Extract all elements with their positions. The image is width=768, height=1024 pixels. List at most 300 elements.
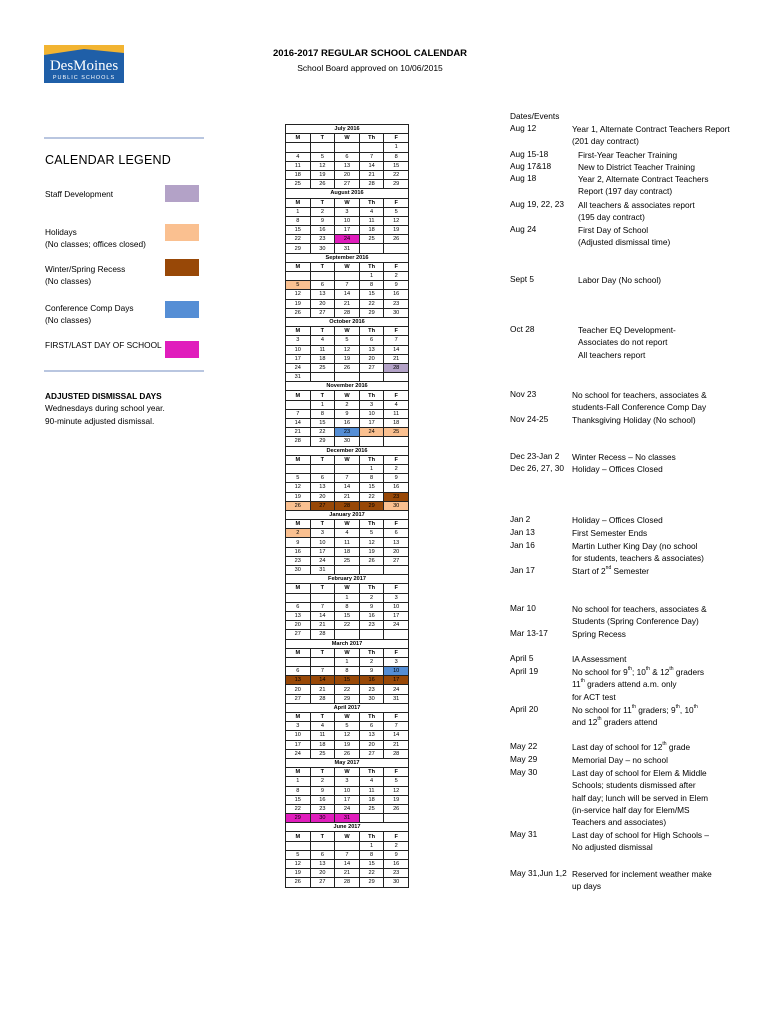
calendar-day: 25 [310,749,335,758]
calendar-day: 11 [310,345,335,354]
calendar-day: 16 [286,547,311,556]
calendar-day [384,244,409,253]
calendar-day: 27 [384,556,409,565]
event-date: Jan 17 [510,565,535,575]
event-description: Last day of school for 12th grade [572,741,691,752]
calendar-day: 1 [310,400,335,409]
calendar-day: 19 [359,547,384,556]
calendar-day [335,630,360,639]
month-header: March 2017 [286,639,409,648]
calendar-day: 6 [310,850,335,859]
calendar-day: 19 [286,492,311,501]
calendar-day: 29 [335,694,360,703]
calendar-day: 4 [335,529,360,538]
calendar-day: 18 [310,354,335,363]
event-description: Teacher EQ Development- Associates do not report All teachers report [578,325,676,360]
calendar-day: 28 [310,630,335,639]
calendar-day: 7 [384,722,409,731]
calendar-day: 7 [335,850,360,859]
calendar-day: 3 [335,207,360,216]
calendar-day: 3 [384,593,409,602]
calendar-day: 2 [286,529,311,538]
month-header: August 2016 [286,189,409,198]
calendar-day: 11 [384,409,409,418]
calendar-day: 3 [310,529,335,538]
calendar-day: 6 [359,336,384,345]
weekday-header: M [286,713,311,722]
weekday-header: W [335,648,360,657]
calendar-day: 27 [310,308,335,317]
event-date: May 31 [510,829,538,839]
event-date: Jan 16 [510,540,535,550]
calendar-day: 23 [310,804,335,813]
event-description: Spring Recess [572,629,626,639]
weekday-header: T [310,713,335,722]
calendar-day: 17 [335,226,360,235]
event-description: Year 1, Alternate Contract Teachers Report (201 day contract) [572,124,730,147]
calendar-day: 24 [384,685,409,694]
event-description: Holiday – Offices Closed [572,515,663,525]
calendar-day [359,244,384,253]
month-header: December 2016 [286,446,409,455]
legend-top-rule [44,137,204,139]
calendar-day: 8 [359,474,384,483]
calendar-day [286,657,311,666]
weekday-header: F [384,327,409,336]
calendar-day: 29 [359,308,384,317]
calendar-day: 10 [384,667,409,676]
calendar-day: 9 [286,538,311,547]
calendar-day: 27 [310,878,335,887]
calendar-day: 19 [335,354,360,363]
des-moines-logo [44,45,124,83]
legend-label-holidays: Holidays (No classes; offices closed) [45,227,146,249]
calendar-day: 15 [286,226,311,235]
event-description: IA Assessment [572,654,627,664]
calendar-day: 21 [286,428,311,437]
event-description: First-Year Teacher Training [578,150,678,160]
calendar-day: 13 [359,345,384,354]
calendar-day: 14 [384,731,409,740]
calendar-day [384,566,409,575]
calendar-day: 18 [384,419,409,428]
calendar-day: 19 [310,170,335,179]
calendar-day: 9 [384,474,409,483]
weekday-header: W [335,455,360,464]
calendar-day: 8 [310,409,335,418]
calendar-day: 5 [286,474,311,483]
calendar-day: 6 [310,281,335,290]
calendar-day: 15 [359,860,384,869]
calendar-day: 1 [286,207,311,216]
calendar-day: 19 [286,869,311,878]
month-header: September 2016 [286,253,409,262]
calendar-day: 30 [286,566,311,575]
weekday-header: T [310,391,335,400]
calendar-day: 20 [310,299,335,308]
weekday-header: Th [359,520,384,529]
calendar-day [310,272,335,281]
calendar-day: 26 [286,878,311,887]
calendar-day: 2 [335,400,360,409]
calendar-day: 2 [359,657,384,666]
calendar-day: 26 [335,749,360,758]
calendar-day: 20 [335,170,360,179]
calendar-day: 8 [335,667,360,676]
calendar-day: 23 [384,299,409,308]
calendar-day: 25 [335,556,360,565]
event-date: Sept 5 [510,274,534,284]
weekday-header: W [335,327,360,336]
calendar-day: 17 [286,354,311,363]
calendar-day: 16 [310,226,335,235]
legend-label-first-last-day: FIRST/LAST DAY OF SCHOOL [45,340,162,350]
calendar-day: 20 [310,492,335,501]
calendar-day: 25 [310,363,335,372]
calendar-day: 3 [286,336,311,345]
weekday-header: M [286,327,311,336]
calendar-day: 17 [310,547,335,556]
calendar-day: 27 [335,180,360,189]
event-date: Nov 24-25 [510,414,549,424]
calendar-day: 6 [359,722,384,731]
calendar-day [359,143,384,152]
calendar-day [335,566,360,575]
calendar-day: 24 [384,621,409,630]
calendar-day: 28 [335,308,360,317]
calendar-day: 2 [384,841,409,850]
weekday-header: M [286,768,311,777]
calendar-day: 2 [384,464,409,473]
adjusted-dismissal-title: ADJUSTED DISMISSAL DAYS [45,391,162,401]
logo-wordmark: DesMoines [49,58,119,74]
calendar-day [384,814,409,823]
event-date: May 29 [510,754,538,764]
calendar-day: 20 [359,740,384,749]
calendar-day: 17 [384,676,409,685]
weekday-header: Th [359,198,384,207]
month-header: April 2017 [286,703,409,712]
event-description: Memorial Day – no school [572,755,668,765]
calendar-day: 15 [359,483,384,492]
calendar-day: 9 [310,216,335,225]
calendar-day: 21 [310,621,335,630]
weekday-header: T [310,327,335,336]
calendar-day: 30 [384,878,409,887]
calendar-day: 2 [310,777,335,786]
calendar-day: 15 [286,795,311,804]
calendar-day: 21 [335,869,360,878]
weekday-header: T [310,832,335,841]
weekday-header: T [310,455,335,464]
calendar-day: 22 [359,492,384,501]
calendar-day: 4 [359,777,384,786]
weekday-header: M [286,832,311,841]
calendar-day: 22 [286,235,311,244]
weekday-header: Th [359,584,384,593]
calendar-day: 17 [359,419,384,428]
calendar-day: 10 [310,538,335,547]
calendar-day: 9 [359,602,384,611]
event-date: Mar 13-17 [510,628,548,638]
calendar-day: 22 [359,299,384,308]
calendar-day: 10 [335,216,360,225]
calendar-day: 8 [359,281,384,290]
weekday-header: W [335,198,360,207]
weekday-header: F [384,768,409,777]
event-description: Reserved for inclement weather make up days [572,869,712,892]
calendar-day: 19 [384,795,409,804]
calendar-day: 1 [384,143,409,152]
event-description: First Semester Ends [572,528,648,538]
calendar-day: 24 [335,235,360,244]
calendar-day: 31 [335,244,360,253]
calendar-day: 3 [384,657,409,666]
calendar-day: 14 [359,161,384,170]
calendar-day: 13 [286,676,311,685]
calendar-day: 29 [359,501,384,510]
calendar-day: 20 [359,354,384,363]
weekday-header: W [335,262,360,271]
event-description: Thanksgiving Holiday (No school) [572,415,696,425]
calendar-day: 1 [335,593,360,602]
legend-bottom-rule [44,370,204,372]
calendar-day: 25 [384,428,409,437]
weekday-header: Th [359,391,384,400]
calendar-day: 22 [335,621,360,630]
calendar-day: 22 [335,685,360,694]
calendar-day: 23 [286,556,311,565]
calendar-day: 12 [286,860,311,869]
event-date: April 5 [510,653,534,663]
legend-swatch-first-last-day [165,341,199,358]
weekday-header: Th [359,455,384,464]
legend-title: CALENDAR LEGEND [45,153,171,167]
calendar-day: 16 [359,611,384,620]
calendar-day: 14 [335,483,360,492]
calendar-day: 8 [286,216,311,225]
event-date: May 30 [510,767,538,777]
weekday-header: T [310,134,335,143]
calendar-day [359,437,384,446]
calendar-day: 20 [286,685,311,694]
calendar-day [359,566,384,575]
calendar-day: 7 [384,336,409,345]
calendar-day: 31 [384,694,409,703]
weekday-header: T [310,520,335,529]
event-description: First Day of School (Adjusted dismissal time) [578,225,671,248]
calendar-day: 26 [286,501,311,510]
calendar-day [310,373,335,382]
calendar-day: 25 [286,180,311,189]
calendar-day: 28 [384,363,409,372]
weekday-header: Th [359,832,384,841]
calendar-day: 23 [310,235,335,244]
calendar-day: 13 [310,483,335,492]
calendar-day: 9 [335,409,360,418]
calendar-day: 5 [359,529,384,538]
calendar-day: 5 [384,777,409,786]
calendar-day: 19 [384,226,409,235]
legend-label-staff-development: Staff Development [45,189,114,199]
calendar-day: 27 [359,749,384,758]
weekday-header: M [286,648,311,657]
event-date: Dec 23-Jan 2 [510,451,560,461]
event-description: Last day of school for Elem & Middle Schools; students dismissed after half day; lunch will be served in Elem (in-service half day for Elem/MS Teachers and associates) [572,768,709,828]
calendar-day: 29 [286,244,311,253]
calendar-day: 4 [384,400,409,409]
calendar-day: 12 [335,731,360,740]
calendar-day: 12 [384,216,409,225]
calendar-day: 28 [286,437,311,446]
calendar-day: 1 [359,272,384,281]
calendar-day: 27 [286,694,311,703]
calendar-day: 29 [310,437,335,446]
calendar-day [384,373,409,382]
calendar-day: 16 [335,419,360,428]
calendar-day: 16 [384,290,409,299]
weekday-header: Th [359,768,384,777]
calendar-day: 11 [359,786,384,795]
calendar-day: 26 [335,363,360,372]
weekday-header: Th [359,134,384,143]
calendar-day: 12 [286,483,311,492]
event-description: Martin Luther King Day (no school for students, teachers & associates) [572,541,704,564]
calendar-day: 8 [384,152,409,161]
calendar-day: 4 [286,152,311,161]
legend-swatch-winter-spring-recess [165,259,199,276]
event-date: Aug 19, 22, 23 [510,199,564,209]
calendar-day: 9 [359,667,384,676]
weekday-header: W [335,584,360,593]
event-description: No school for teachers, associates & students-Fall Conference Comp Day [572,390,707,413]
calendar-day: 11 [335,538,360,547]
event-date: May 31,Jun 1,2 [510,868,567,878]
calendar-day [384,437,409,446]
calendar-day: 30 [310,814,335,823]
event-date: Nov 23 [510,389,537,399]
calendar-day [286,400,311,409]
calendar-day: 7 [335,474,360,483]
calendar-day [286,841,311,850]
weekday-header: T [310,262,335,271]
calendar-day: 23 [359,685,384,694]
weekday-header: M [286,262,311,271]
calendar-day: 16 [384,483,409,492]
calendar-day [286,143,311,152]
event-date: Mar 10 [510,603,536,613]
weekday-header: T [310,198,335,207]
calendar-day: 8 [286,786,311,795]
calendar-day [286,464,311,473]
calendar-day: 18 [286,170,311,179]
calendar-day: 12 [286,290,311,299]
calendar-day: 7 [335,281,360,290]
calendar-day: 12 [384,786,409,795]
calendar-day: 24 [359,428,384,437]
adjusted-dismissal-line-1: Wednesdays during school year. [45,403,165,413]
calendar-day: 26 [359,556,384,565]
calendar-day: 20 [384,547,409,556]
calendar-day: 2 [310,207,335,216]
calendar-day: 4 [310,722,335,731]
calendar-day: 26 [384,804,409,813]
calendar-day: 7 [286,409,311,418]
weekday-header: T [310,768,335,777]
calendar-day [335,841,360,850]
calendar-day: 17 [384,611,409,620]
page-title: 2016-2017 REGULAR SCHOOL CALENDAR [272,48,468,59]
calendar-day: 14 [310,611,335,620]
calendar-day: 21 [359,170,384,179]
event-date: Dec 26, 27, 30 [510,463,564,473]
weekday-header: F [384,134,409,143]
calendar-day: 15 [384,161,409,170]
calendar-day: 26 [310,180,335,189]
calendar-day: 12 [310,161,335,170]
event-date: Aug 18 [510,173,537,183]
event-description: Start of 2nd Semester [572,565,650,576]
calendar-day [310,841,335,850]
calendar-day: 13 [286,611,311,620]
calendar-day: 24 [286,749,311,758]
calendar-day: 2 [359,593,384,602]
calendar-day: 25 [359,804,384,813]
weekday-header: M [286,584,311,593]
calendar-day: 13 [335,161,360,170]
logo-subline: PUBLIC SCHOOLS [52,75,116,81]
legend-swatch-holidays [165,224,199,241]
weekday-header: W [335,713,360,722]
calendar-day: 25 [359,235,384,244]
event-description: Labor Day (No school) [578,275,662,285]
calendar-day: 10 [335,786,360,795]
calendar-day: 5 [286,850,311,859]
calendar-day: 22 [286,804,311,813]
weekday-header: F [384,198,409,207]
calendar-day: 22 [384,170,409,179]
calendar-day: 15 [335,676,360,685]
calendar-day: 7 [310,667,335,676]
calendar-day: 30 [310,244,335,253]
calendar-day [286,593,311,602]
calendar-day: 4 [359,207,384,216]
calendar-day: 12 [335,345,360,354]
event-description: No school for teachers, associates & Students (Spring Conference Day) [572,604,707,627]
calendar-day [335,143,360,152]
calendar-day [359,814,384,823]
calendar-day [335,464,360,473]
calendar-day: 16 [310,795,335,804]
calendar-day: 6 [384,529,409,538]
month-header: May 2017 [286,758,409,767]
calendar-grid [285,124,409,888]
calendar-day: 6 [286,602,311,611]
calendar-day: 28 [359,180,384,189]
calendar-day: 1 [359,841,384,850]
calendar-day: 1 [359,464,384,473]
month-header: November 2016 [286,382,409,391]
page-subtitle: School Board approved on 10/06/2015 [297,63,443,73]
calendar-day: 18 [335,547,360,556]
weekday-header: W [335,832,360,841]
calendar-day: 6 [310,474,335,483]
calendar-day: 4 [310,336,335,345]
calendar-day: 18 [359,226,384,235]
calendar-day: 1 [335,657,360,666]
calendar-day: 13 [384,538,409,547]
calendar-day: 15 [310,419,335,428]
